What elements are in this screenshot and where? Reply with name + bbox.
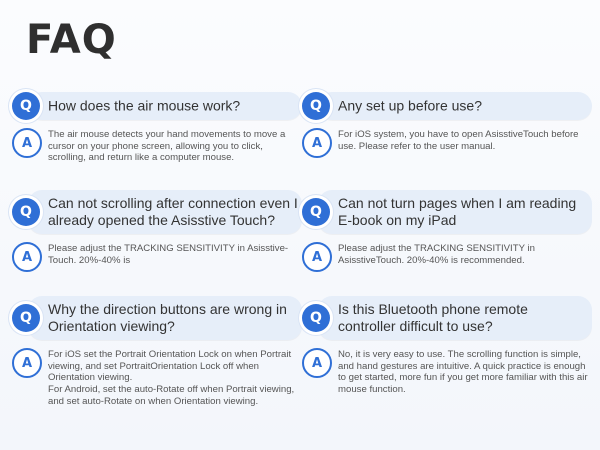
answer-text: For iOS system, you have to open AsisstiveTouch before use. Please refer to the user manual. [338,129,579,152]
question-text: Why the direction buttons are wrong in Orientation viewing? [48,301,287,334]
faq-item [12,92,304,164]
answer-badge-icon: A [12,348,42,378]
faq-item [12,190,304,278]
answer-text: No, it is very easy to use. The scrolling function is simple, and hand gestures are intuitive. A quick practice is enough to get started, more fun if you get more familiar with this air mouse function. [338,349,588,396]
question-row [12,92,304,120]
answer-text: Please adjust the TRACKING SENSITIVITY in Asisstive-Touch. 20%-40% is [48,243,289,266]
answer-badge-icon: A [12,128,42,158]
question-badge-icon: Q [12,304,40,332]
question-row [302,92,594,120]
answer-badge-icon: A [302,128,332,158]
question-row [12,296,304,340]
faq-item [302,296,594,396]
answer-row [302,242,594,278]
page-title: FAQ [26,17,117,63]
question-text: How does the air mouse work? [48,97,241,114]
answer-row [12,242,304,278]
answer-text: The air mouse detects your hand movements to move a cursor on your phone screen, allowing you to click, scrolling, and return like a computer mouse. [48,129,286,164]
answer-badge-icon: A [302,348,332,378]
answer-badge-icon: A [12,242,42,272]
answer-row [12,128,304,164]
answer-row [302,348,594,396]
answer-row [302,128,594,164]
question-badge-icon: Q [302,304,330,332]
answer-text: For iOS set the Portrait Orientation Lock on when Portrait viewing, and set PortraitOrientation Lock off when Orientation viewing. For Android, set the auto-Rotate off when Portrait viewing, and set auto-Rotate on when Orientation viewing. [48,349,295,407]
question-row [302,190,594,234]
question-text: Any set up before use? [338,97,482,114]
question-text: Can not scrolling after connection even I already opened the Asisstive Touch? [48,195,298,228]
question-badge-icon: Q [12,198,40,226]
faq-item [302,190,594,278]
question-row [302,296,594,340]
answer-text: Please adjust the TRACKING SENSITIVITY in AsisstiveTouch. 20%-40% is recommended. [338,243,535,266]
question-text: Can not turn pages when I am reading E-book on my iPad [338,195,577,228]
question-badge-icon: Q [12,92,40,120]
answer-badge-icon: A [302,242,332,272]
question-badge-icon: Q [302,198,330,226]
question-row [12,190,304,234]
question-text: Is this Bluetooth phone remote controller difficult to use? [338,301,528,334]
answer-row [12,348,304,408]
question-badge-icon: Q [302,92,330,120]
faq-item [12,296,304,408]
faq-item [302,92,594,164]
